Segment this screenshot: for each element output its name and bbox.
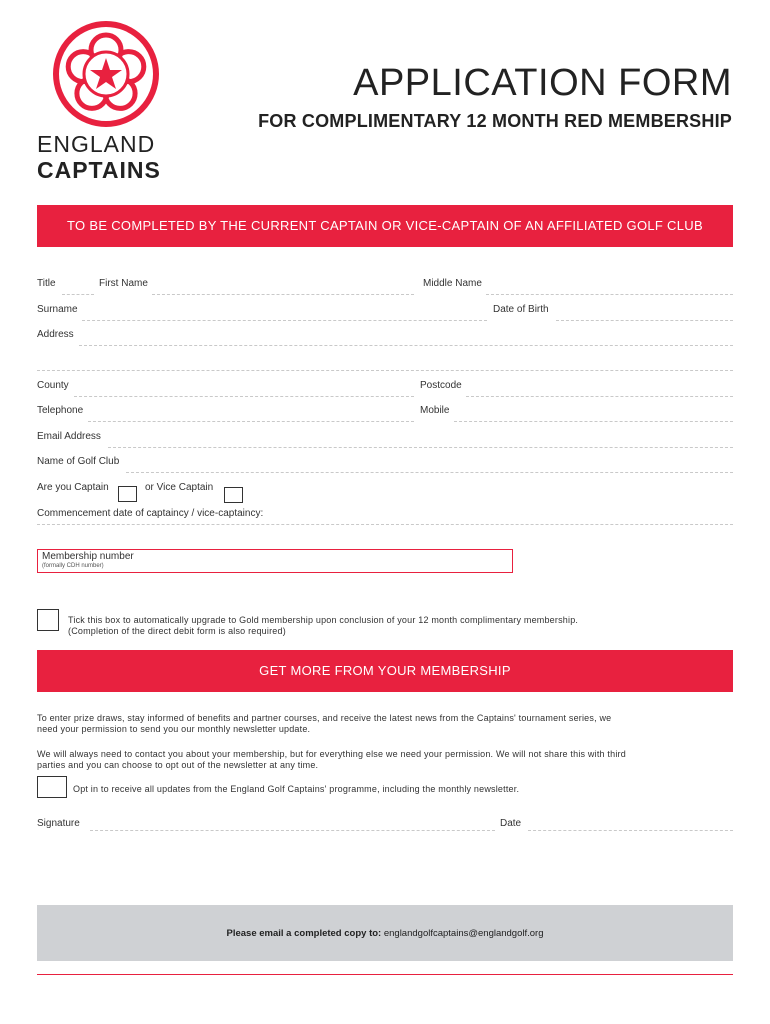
membership-banner: GET MORE FROM YOUR MEMBERSHIP xyxy=(37,650,733,692)
completion-banner: TO BE COMPLETED BY THE CURRENT CAPTAIN OR VICE-CAPTAIN OF AN AFFILIATED GOLF CLUB xyxy=(37,205,733,247)
commencement-label: Commencement date of captaincy / vice-captaincy: xyxy=(37,508,264,519)
permission-line-1: We will always need to contact you about your membership, but for everything else we need your permission. We will not share this with third xyxy=(37,749,626,759)
footer-email-link[interactable]: englandgolfcaptains@englandgolf.org xyxy=(383,928,544,939)
title-field[interactable] xyxy=(62,294,94,295)
surname-label: Surname xyxy=(37,304,78,315)
brand-line-2: CAPTAINS xyxy=(37,157,161,183)
golf-club-label: Name of Golf Club xyxy=(37,456,120,467)
mobile-label: Mobile xyxy=(420,405,450,416)
address-field-line-1[interactable] xyxy=(79,345,733,346)
gold-upgrade-line-2: (Completion of the direct debit form is also required) xyxy=(68,626,286,636)
opt-in-checkbox[interactable] xyxy=(37,776,67,798)
gold-upgrade-line-1: Tick this box to automatically upgrade to Gold membership upon conclusion of your 12 month complimentary membership. xyxy=(68,615,579,625)
address-label: Address xyxy=(37,329,74,340)
opt-in-text: Opt in to receive all updates from the England Golf Captains' programme, including the monthly newsletter. xyxy=(73,784,520,794)
telephone-label: Telephone xyxy=(37,405,84,416)
newsletter-paragraph xyxy=(37,713,733,735)
newsletter-line-2: need your permission to send you our monthly newsletter update. xyxy=(37,724,311,734)
page-title: APPLICATION FORM xyxy=(353,62,732,104)
page-subtitle: FOR COMPLIMENTARY 12 MONTH RED MEMBERSHIP xyxy=(258,111,732,131)
captain-checkbox[interactable] xyxy=(118,486,137,502)
first-name-label: First Name xyxy=(99,278,148,289)
middle-name-field[interactable] xyxy=(486,294,733,295)
captain-label: Are you Captain xyxy=(37,482,109,493)
email-label: Email Address xyxy=(37,431,101,442)
membership-number-label: Membership number xyxy=(42,551,134,562)
postcode-label: Postcode xyxy=(420,380,462,391)
signature-label: Signature xyxy=(37,818,80,829)
surname-field[interactable] xyxy=(82,320,487,321)
vice-captain-checkbox[interactable] xyxy=(224,487,243,503)
mobile-field[interactable] xyxy=(454,421,733,422)
footer-prefix: Please email a completed copy to: xyxy=(226,928,382,939)
bottom-divider xyxy=(37,974,733,975)
footer-text xyxy=(37,928,733,939)
permission-paragraph xyxy=(37,749,733,771)
vice-captain-label: or Vice Captain xyxy=(145,482,214,493)
telephone-field[interactable] xyxy=(88,421,414,422)
email-field[interactable] xyxy=(108,447,733,448)
date-label: Date xyxy=(500,818,522,829)
signature-field[interactable] xyxy=(90,830,495,831)
dob-label: Date of Birth xyxy=(493,304,549,315)
first-name-field[interactable] xyxy=(152,294,414,295)
postcode-field[interactable] xyxy=(466,396,733,397)
permission-line-2: parties and you can choose to opt out of the newsletter at any time. xyxy=(37,760,319,770)
title-label: Title xyxy=(37,278,56,289)
newsletter-line-1: To enter prize draws, stay informed of benefits and partner courses, and receive the latest news from the Captains' tournament series, we xyxy=(37,713,612,723)
county-label: County xyxy=(37,380,69,391)
middle-name-label: Middle Name xyxy=(423,278,482,289)
dob-field[interactable] xyxy=(556,320,733,321)
membership-number-note: (formally CDH number) xyxy=(42,563,104,569)
gold-upgrade-checkbox[interactable] xyxy=(37,609,59,631)
gold-upgrade-text xyxy=(68,615,733,637)
commencement-field[interactable] xyxy=(37,524,733,525)
date-field[interactable] xyxy=(528,830,733,831)
brand-line-1: ENGLAND xyxy=(37,131,156,157)
address-field-line-2[interactable] xyxy=(37,370,733,371)
england-rose-logo-icon xyxy=(52,20,160,128)
golf-club-field[interactable] xyxy=(126,472,733,473)
county-field[interactable] xyxy=(74,396,414,397)
